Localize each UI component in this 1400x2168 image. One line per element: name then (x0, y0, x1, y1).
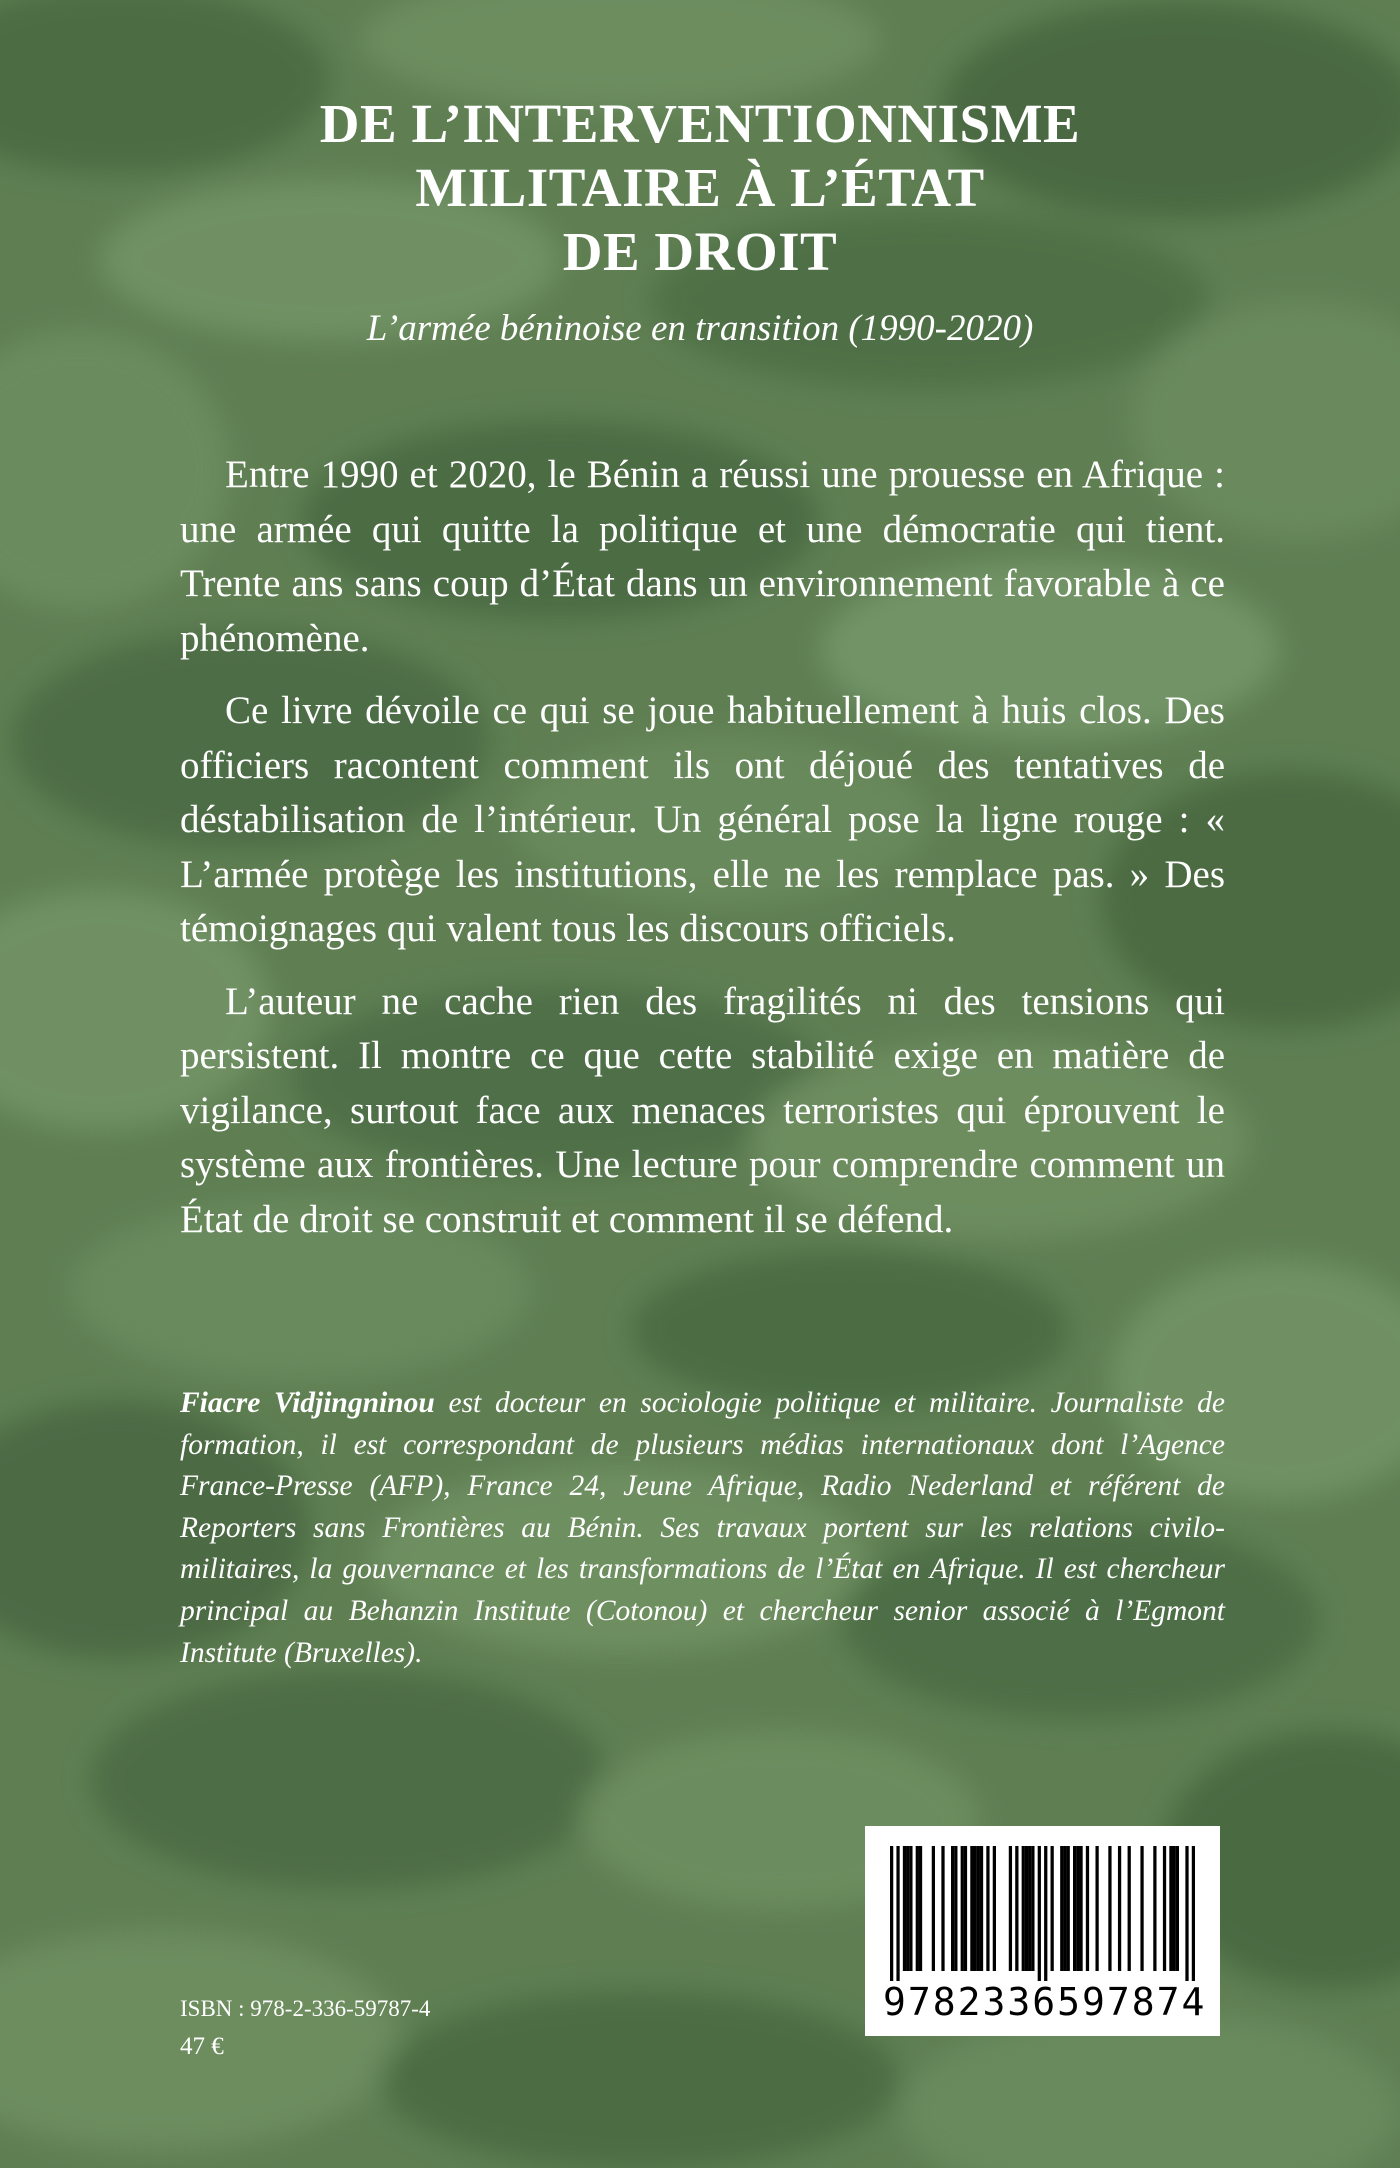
isbn: ISBN : 978-2-336-59787-4 (180, 1996, 431, 2021)
title-line-1: DE L’INTERVENTIONNISME (319, 93, 1081, 154)
blurb-paragraph: Entre 1990 et 2020, le Bénin a réussi une prouesse en Afrique : une armée qui quitte la politique et une démocratie qui tient. Trente ans sans coup d’État dans un environnement favorable à ce phénomène. (180, 453, 1225, 660)
barcode-bar (896, 1846, 899, 1981)
barcode-bar (1128, 1846, 1131, 1971)
barcode-bar (1051, 1846, 1054, 1971)
barcode-bar (1038, 1846, 1041, 1981)
barcode-bar (1169, 1846, 1172, 1971)
barcode-bar (906, 1846, 909, 1971)
barcode-bar (1044, 1846, 1047, 1981)
barcode-bar (1163, 1846, 1166, 1971)
price: 47 € (180, 2033, 224, 2060)
barcode-bar (919, 1846, 922, 1971)
barcode-bar (1022, 1846, 1025, 1971)
barcode-bar (1063, 1846, 1066, 1971)
barcode-bar (1028, 1846, 1031, 1971)
barcode-bar (1185, 1846, 1188, 1981)
author-bio (180, 1383, 1225, 1674)
barcode-bar (1031, 1846, 1034, 1971)
barcode-bar (986, 1846, 989, 1971)
barcode-bar (980, 1846, 983, 1971)
barcode-bar (941, 1846, 944, 1971)
barcode-bar (1153, 1846, 1156, 1971)
barcode-bar (961, 1846, 964, 1971)
book-blurb (180, 448, 1225, 1265)
barcode-bar (916, 1846, 919, 1971)
barcode-bar (1076, 1846, 1079, 1971)
barcode-bar (1060, 1846, 1063, 1971)
author-bio-text: est docteur en sociologie politique et militaire. Journaliste de formation, il est correspondant de plusieurs médias internationaux dont l’Agence France-Presse (AFP), France 24, Jeune Afrique, Radio Nederland et référent de Reporters sans Frontières au Bénin. Ses travaux portent sur les relations civilo-militaires, la gouvernance et les transformations de l’État en Afrique. Il est chercheur principal au Behanzin Institute (Cotonou) et chercheur senior associé à l’Egmont Institute (Bruxelles). (180, 1387, 1226, 1669)
barcode (865, 1826, 1220, 2036)
barcode-bar (951, 1846, 954, 1971)
barcode-bar (964, 1846, 967, 1971)
barcode-bar (1015, 1846, 1018, 1971)
barcode-bar (1173, 1846, 1176, 1971)
title-line-3: DE DROIT (562, 221, 838, 282)
blurb-paragraph: Ce livre dévoile ce qui se joue habituellement à huis clos. Des officiers racontent comment ils ont déjoué des tentatives de déstabilisation de l’intérieur. Un général pose la ligne rouge : « L’armée protège les institutions, elle ne les remplace pas. » Des témoignages qui valent tous les discours officiels. (180, 689, 1225, 950)
barcode-bar (1118, 1846, 1121, 1971)
barcode-bar (1025, 1846, 1028, 1971)
barcode-bar (903, 1846, 906, 1971)
barcode-bar (973, 1846, 976, 1971)
barcode-bar (954, 1846, 957, 1971)
barcode-bar (1192, 1846, 1195, 1981)
barcode-bar (993, 1846, 996, 1971)
barcode-bar (932, 1846, 935, 1971)
barcode-bar (1176, 1846, 1179, 1971)
author-name: Fiacre Vidjingninou (180, 1387, 435, 1419)
barcode-bar (909, 1846, 912, 1971)
barcode-digits: 9782336597874 (883, 1980, 1207, 2024)
barcode-bar (1067, 1846, 1070, 1971)
barcode-bar (890, 1846, 893, 1981)
barcode-bar (977, 1846, 980, 1971)
barcode-bars (890, 1846, 1195, 1981)
barcode-bar (1086, 1846, 1089, 1971)
title-line-2: MILITAIRE À L’ÉTAT (415, 157, 985, 218)
barcode-bar (1140, 1846, 1143, 1971)
barcode-bar (970, 1846, 973, 1971)
barcode-bar (1095, 1846, 1098, 1971)
barcode-bar (1073, 1846, 1076, 1971)
book-title (150, 92, 1250, 284)
barcode-bar (1108, 1846, 1111, 1971)
barcode-bar (1079, 1846, 1082, 1971)
barcode-bar (1009, 1846, 1012, 1971)
blurb-paragraph: L’auteur ne cache rien des fragilités ni des tensions qui persistent. Il montre ce que cette stabilité exige en matière de vigilance, surtout face aux menaces terroristes qui éprouvent le système aux frontières. Une lecture pour comprendre comment un État de droit se construit et comment il se défend. (180, 979, 1225, 1241)
book-subtitle: L’armée béninoise en transition (1990-2020) (366, 308, 1034, 349)
